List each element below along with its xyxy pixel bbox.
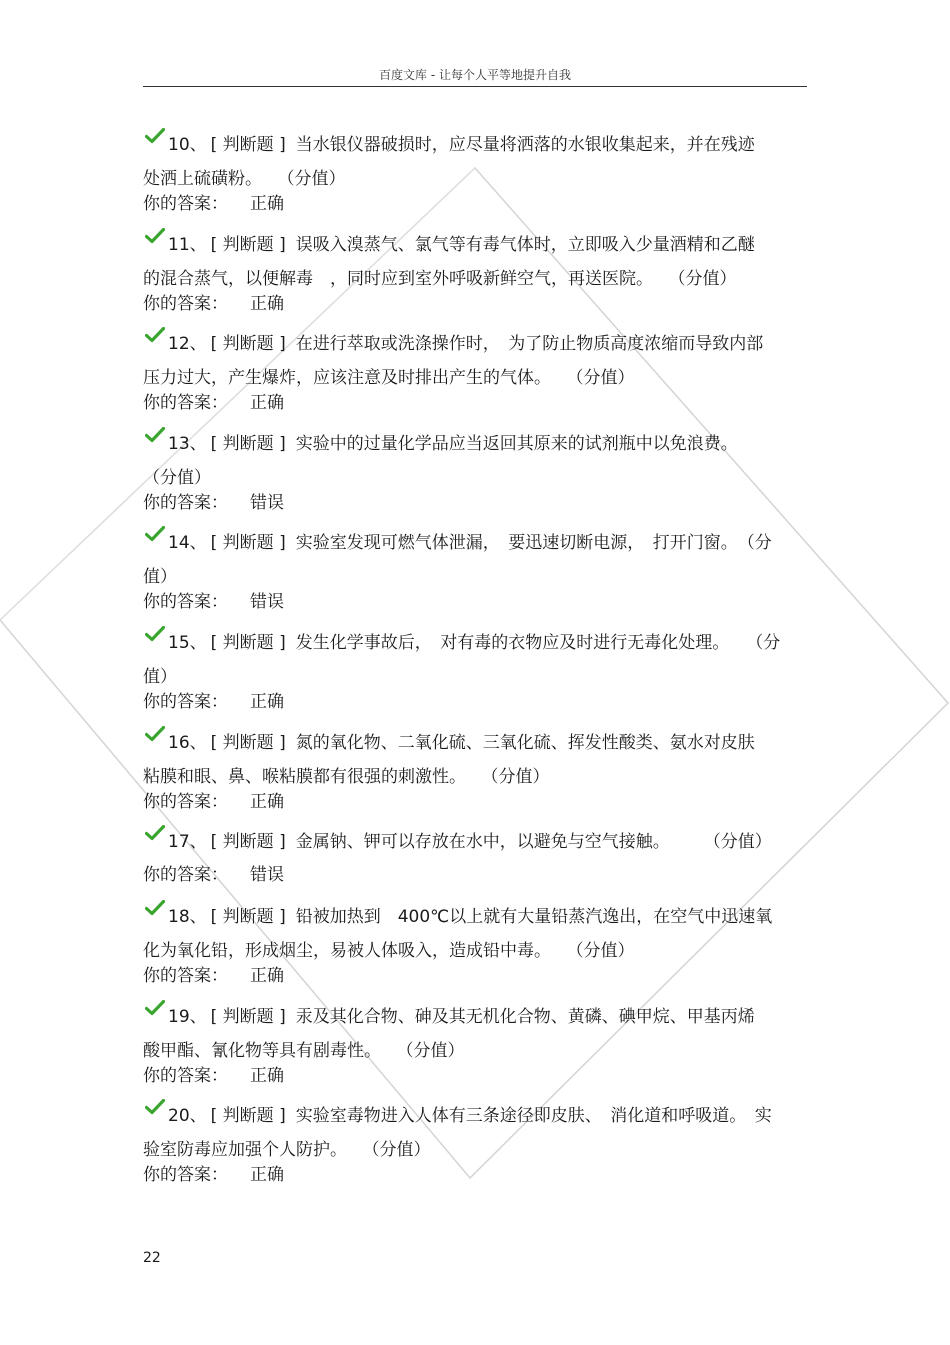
question-text: 铅被加热到 400℃以上就有大量铅蒸汽逸出，在空气中迅速氧 [295,907,773,928]
question-item [143,528,807,628]
question-text: 实验中的过量化学品应当返回其原来的试剂瓶中以免浪费。 [295,433,738,454]
question-text: 金属钠、钾可以存放在水中，以避免与空气接触。 （分值） [295,832,772,853]
answer-label: 你的答案： [143,791,228,812]
answer-value: 正确 [250,1165,284,1186]
answer-value: 错误 [250,492,284,513]
question-item [143,628,807,728]
question-text-continued: 的混合蒸气，以便解毒 ，同时应到室外呼吸新鲜空气，再送医院。 [143,268,653,289]
question-text-continued: （分值） [143,467,211,488]
question-text-continued: 粘膜和眼、鼻、喉粘膜都有很强的刺激性。 [143,766,466,787]
answer-value: 正确 [250,293,284,314]
question-type-tag: [ 判断题 ] [210,433,286,454]
answer-value: 正确 [250,791,284,812]
answer-value: 正确 [250,393,284,414]
question-number: 20、 [168,1106,207,1127]
question-text-continued: 处洒上硫磺粉。 [143,169,262,189]
question-item [143,728,807,828]
question-number: 15、 [168,632,207,653]
question-number: 14、 [168,533,207,554]
answer-label: 你的答案： [143,293,228,314]
answer-label: 你的答案： [143,966,228,987]
question-number: 12、 [168,334,207,355]
question-type-tag: [ 判断题 ] [210,907,286,928]
question-number: 16、 [168,732,207,753]
question-type-tag: [ 判断题 ] [210,234,286,255]
answer-value: 正确 [250,966,284,987]
question-text: 误吸入溴蒸气、氯气等有毒气体时，立即吸入少量酒精和乙醚 [295,234,755,255]
answer-label: 你的答案： [143,1165,228,1186]
question-item [143,429,807,529]
question-text: 当水银仪器破损时，应尽量将洒落的水银收集起来，并在残迹 [295,135,755,155]
question-type-tag: [ 判断题 ] [210,1106,286,1127]
question-text-continued: 值） [143,567,177,588]
question-score: （分值） [286,169,346,189]
question-score: （分值） [677,268,737,289]
question-number: 18、 [168,907,207,928]
question-text: 发生化学事故后， 对有毒的衣物应及时进行无毒化处理。 （分 [295,632,781,653]
question-text: 在进行萃取或洗涤操作时， 为了防止物质高度浓缩而导致内部 [295,334,764,355]
answer-value: 正确 [250,194,284,214]
question-item [143,1002,807,1102]
question-number: 10、 [168,135,207,155]
question-text: 氮的氧化物、二氧化硫、三氧化硫、挥发性酸类、氨水对皮肤 [295,732,755,753]
question-text-continued: 验室防毒应加强个人防护。 [143,1140,347,1161]
question-item [143,902,807,1002]
question-number: 19、 [168,1006,207,1027]
question-type-tag: [ 判断题 ] [210,1006,286,1027]
question-type-tag: [ 判断题 ] [210,135,286,155]
question-item [143,329,807,429]
answer-value: 错误 [250,865,284,886]
question-text: 实验室发现可燃气体泄漏， 要迅速切断电源， 打开门窗。 （分 [295,533,772,554]
question-type-tag: [ 判断题 ] [210,632,286,653]
page-header: 百度文库 - 让每个人平等地提升自我 [379,68,571,82]
question-type-tag: [ 判断题 ] [210,334,286,355]
question-type-tag: [ 判断题 ] [210,533,286,554]
question-item [143,130,807,230]
answer-value: 错误 [250,592,284,613]
answer-label: 你的答案： [143,492,228,513]
question-number: 11、 [168,234,207,255]
question-score: （分值） [405,1040,465,1061]
question-text-continued: 压力过大，产生爆炸，应该注意及时排出产生的气体。 [143,368,551,389]
question-number: 17、 [168,832,207,853]
question-text-continued: 值） [143,666,177,687]
question-text-continued: 酸甲酯、氰化物等具有剧毒性。 [143,1040,381,1061]
question-item [143,1101,807,1201]
answer-label: 你的答案： [143,194,228,214]
question-type-tag: [ 判断题 ] [210,732,286,753]
question-score: （分值） [575,368,635,389]
question-list [143,130,807,1201]
question-item [143,827,807,902]
answer-value: 正确 [250,691,284,712]
answer-label: 你的答案： [143,393,228,414]
question-score: （分值） [575,941,635,962]
question-text: 实验室毒物进入人体有三条途径即皮肤、 消化道和呼吸道。 实 [295,1106,772,1127]
answer-label: 你的答案： [143,592,228,613]
question-score: （分值） [371,1140,431,1161]
answer-label: 你的答案： [143,865,228,886]
page-number: 22 [143,1250,161,1266]
question-type-tag: [ 判断题 ] [210,832,286,853]
question-number: 13、 [168,433,207,454]
question-text-continued: 化为氧化铅，形成烟尘，易被人体吸入，造成铅中毒。 [143,941,551,962]
question-score: （分值） [490,766,550,787]
answer-value: 正确 [250,1065,284,1086]
header-rule [143,86,807,87]
answer-label: 你的答案： [143,1065,228,1086]
question-item [143,230,807,330]
answer-label: 你的答案： [143,691,228,712]
question-text: 汞及其化合物、砷及其无机化合物、黄磷、碘甲烷、甲基丙烯 [295,1006,755,1027]
